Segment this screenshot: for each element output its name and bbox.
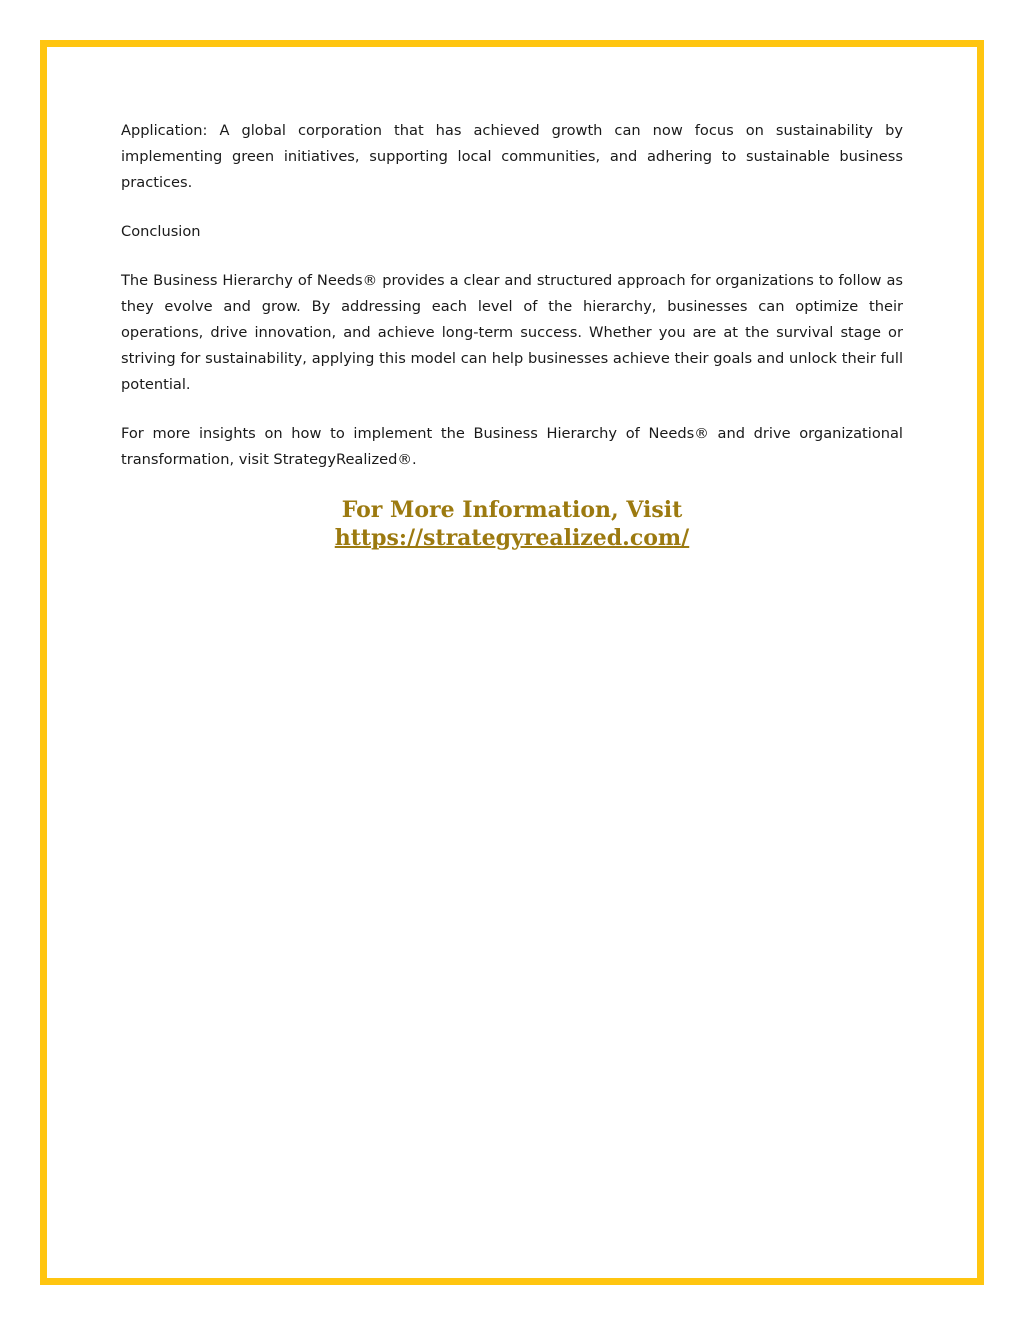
insights-paragraph: For more insights on how to implement the Business Hierarchy of Needs® and drive organizational transformation, visit StrategyRealized®. xyxy=(121,425,903,468)
more-info-cta xyxy=(121,496,903,552)
more-info-heading: For More Information, Visit xyxy=(341,497,683,523)
conclusion-paragraph: The Business Hierarchy of Needs® provides a clear and structured approach for organizations to follow as they evolve and grow. By addressing each level of the hierarchy, businesses can optimize their operations, drive innovation, and achieve long-term success. Whether you are at the survival stage or striving for sustainability, applying this model can help businesses achieve their goals and unlock their full potential. xyxy=(121,272,903,393)
website-link[interactable]: https://strategyrealized.com/ xyxy=(334,525,690,551)
conclusion-heading: Conclusion xyxy=(121,223,201,240)
application-paragraph: Application: A global corporation that has achieved growth can now focus on sustainability by implementing green initiatives, supporting local communities, and adhering to sustainable business practices. xyxy=(121,122,903,191)
document-body xyxy=(121,118,903,552)
